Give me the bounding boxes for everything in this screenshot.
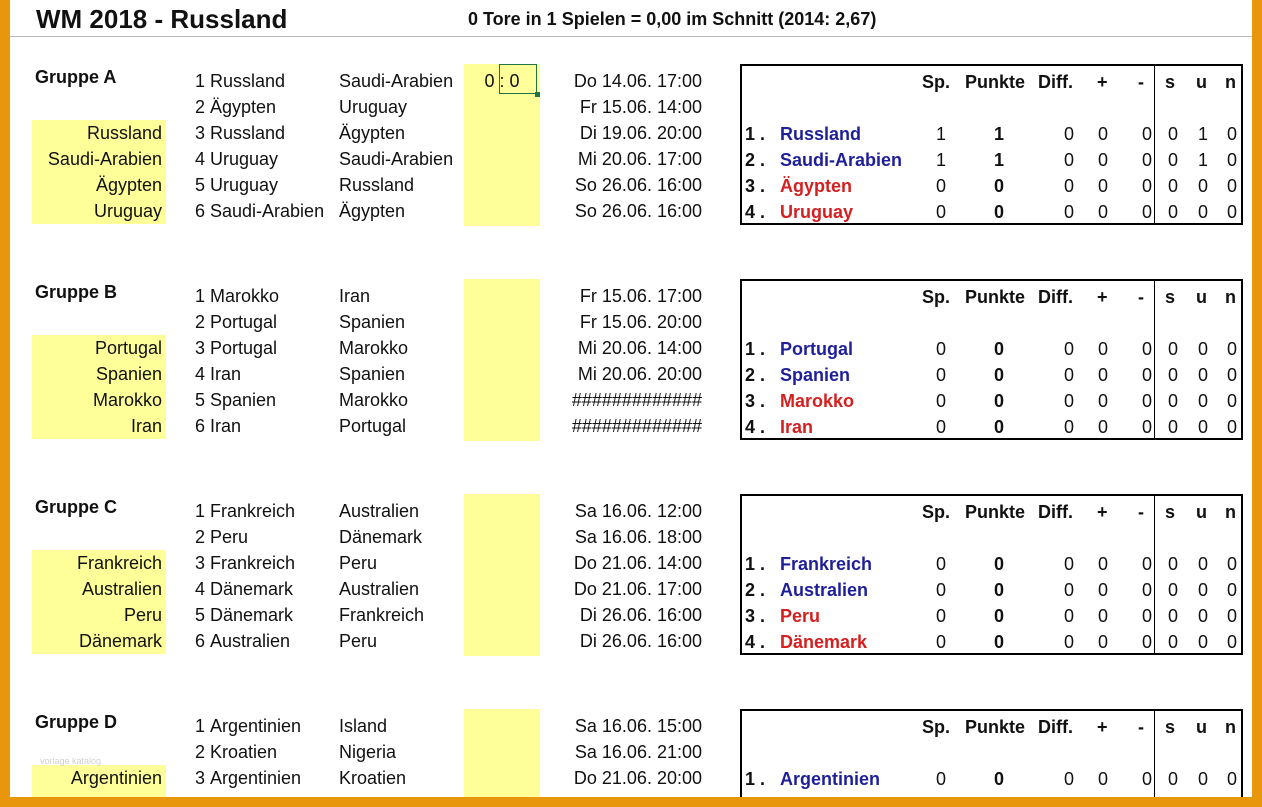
standings-table xyxy=(740,64,1243,225)
match-date[interactable]: So 26.06. 16:00 xyxy=(574,201,702,221)
u-value: 0 xyxy=(1197,365,1208,385)
punkte-value: 0 xyxy=(993,176,1004,196)
away-team[interactable]: Spanien xyxy=(339,364,406,384)
n-value: 0 xyxy=(1226,176,1237,196)
rank: 4 . xyxy=(745,632,766,652)
away-team[interactable]: Saudi-Arabien xyxy=(339,71,454,91)
sp-value: 0 xyxy=(935,606,946,626)
watermark: vorlage katalog xyxy=(40,756,102,766)
home-team[interactable]: Marokko xyxy=(210,286,280,306)
away-team[interactable]: Ägypten xyxy=(339,201,406,221)
minus-value: 0 xyxy=(1141,150,1152,170)
rank: 3 . xyxy=(745,606,766,626)
match-number: 2 xyxy=(194,742,205,762)
diff-value: 0 xyxy=(1063,124,1074,144)
home-team[interactable]: Saudi-Arabien xyxy=(210,201,325,221)
plus-value: 0 xyxy=(1097,417,1108,437)
col-sp-header: Sp. xyxy=(922,717,951,737)
col-sp-header: Sp. xyxy=(922,72,951,92)
match-number: 2 xyxy=(194,527,205,547)
minus-value: 0 xyxy=(1141,606,1152,626)
team-name: Russland xyxy=(780,124,862,144)
col-diff-header: Diff. xyxy=(1038,502,1073,522)
match-date[interactable]: Do 21.06. 14:00 xyxy=(573,553,702,573)
team-cell[interactable]: Argentinien xyxy=(70,768,162,788)
home-team[interactable]: Iran xyxy=(210,364,242,384)
col-u-header: u xyxy=(1196,717,1207,737)
col-n-header: n xyxy=(1225,72,1236,92)
match-date[interactable]: Do 21.06. 20:00 xyxy=(573,768,702,788)
match-date[interactable]: Di 19.06. 20:00 xyxy=(579,123,702,143)
goal-stats: 0 Tore in 1 Spielen = 0,00 im Schnitt (2014: 2,67) xyxy=(468,9,877,29)
team-name: Spanien xyxy=(780,365,851,385)
match-number: 5 xyxy=(194,390,205,410)
sp-value: 0 xyxy=(935,417,946,437)
score-column-bg xyxy=(464,279,540,441)
away-team[interactable]: Australien xyxy=(339,579,420,599)
match-date[interactable]: Mi 20.06. 20:00 xyxy=(577,364,702,384)
u-value: 0 xyxy=(1197,580,1208,600)
col-n-header: n xyxy=(1225,717,1236,737)
s-value: 0 xyxy=(1167,580,1178,600)
s-value: 0 xyxy=(1167,769,1178,789)
rank: 1 . xyxy=(745,339,766,359)
col-minus-header: - xyxy=(1138,717,1144,737)
away-team[interactable]: Frankreich xyxy=(339,605,425,625)
team-name: Argentinien xyxy=(780,769,881,789)
punkte-value: 0 xyxy=(993,417,1004,437)
minus-value: 0 xyxy=(1141,417,1152,437)
home-team[interactable]: Argentinien xyxy=(210,768,302,788)
s-value: 0 xyxy=(1167,176,1178,196)
match-number: 1 xyxy=(194,716,205,736)
selected-cell[interactable] xyxy=(499,64,537,94)
match-number: 6 xyxy=(194,416,205,436)
s-value: 0 xyxy=(1167,391,1178,411)
away-team[interactable]: Saudi-Arabien xyxy=(339,149,454,169)
team-cell[interactable]: Peru xyxy=(123,605,162,625)
spreadsheet xyxy=(10,0,1252,797)
diff-value: 0 xyxy=(1063,580,1074,600)
punkte-value: 0 xyxy=(993,632,1004,652)
standings-table xyxy=(740,709,1243,797)
sp-value: 1 xyxy=(935,150,946,170)
punkte-value: 0 xyxy=(993,202,1004,222)
away-team[interactable]: Island xyxy=(339,716,388,736)
home-team[interactable]: Russland xyxy=(210,123,286,143)
team-cell[interactable]: Spanien xyxy=(95,364,162,384)
away-team[interactable]: Dänemark xyxy=(339,527,423,547)
u-value: 0 xyxy=(1197,632,1208,652)
home-team[interactable]: Portugal xyxy=(210,312,278,332)
team-cell[interactable]: Dänemark xyxy=(78,631,162,651)
home-team[interactable]: Dänemark xyxy=(210,579,294,599)
team-name: Australien xyxy=(780,580,869,600)
punkte-value: 0 xyxy=(993,769,1004,789)
match-date[interactable]: Sa 16.06. 21:00 xyxy=(574,742,702,762)
s-value: 0 xyxy=(1167,417,1178,437)
home-team[interactable]: Dänemark xyxy=(210,605,294,625)
team-name: Ägypten xyxy=(780,176,852,196)
minus-value: 0 xyxy=(1141,769,1152,789)
match-date[interactable]: Sa 16.06. 12:00 xyxy=(574,501,702,521)
group-a xyxy=(10,64,1252,234)
col-punkte-header: Punkte xyxy=(965,72,1026,92)
punkte-value: 0 xyxy=(993,580,1004,600)
rank: 2 . xyxy=(745,580,766,600)
standing-row xyxy=(742,551,1241,577)
punkte-value: 0 xyxy=(993,606,1004,626)
minus-value: 0 xyxy=(1141,365,1152,385)
match-date[interactable]: So 26.06. 16:00 xyxy=(574,175,702,195)
punkte-value: 0 xyxy=(993,365,1004,385)
punkte-value: 0 xyxy=(993,339,1004,359)
away-team[interactable]: Peru xyxy=(339,553,378,573)
rank: 3 . xyxy=(745,391,766,411)
s-value: 0 xyxy=(1167,554,1178,574)
home-team[interactable]: Frankreich xyxy=(210,553,296,573)
standing-row xyxy=(742,414,1241,440)
plus-value: 0 xyxy=(1097,606,1108,626)
col-minus-header: - xyxy=(1138,72,1144,92)
col-plus-header: + xyxy=(1097,717,1108,737)
minus-value: 0 xyxy=(1141,124,1152,144)
home-team[interactable]: Uruguay xyxy=(210,149,279,169)
home-team[interactable]: Argentinien xyxy=(210,716,302,736)
rank: 1 . xyxy=(745,554,766,574)
plus-value: 0 xyxy=(1097,176,1108,196)
col-diff-header: Diff. xyxy=(1038,717,1073,737)
plus-value: 0 xyxy=(1097,150,1108,170)
standing-row xyxy=(742,121,1241,147)
away-team[interactable]: Ägypten xyxy=(339,123,406,143)
col-n-header: n xyxy=(1225,502,1236,522)
plus-value: 0 xyxy=(1097,580,1108,600)
team-cell[interactable]: Ägypten xyxy=(95,175,162,195)
group-title: Gruppe C xyxy=(35,497,118,517)
standing-row xyxy=(742,388,1241,414)
standings-table xyxy=(740,279,1243,440)
plus-value: 0 xyxy=(1097,632,1108,652)
home-team[interactable]: Spanien xyxy=(210,390,277,410)
match-date[interactable]: Do 21.06. 17:00 xyxy=(573,579,702,599)
team-cell[interactable]: Marokko xyxy=(92,390,162,410)
plus-value: 0 xyxy=(1097,124,1108,144)
plus-value: 0 xyxy=(1097,339,1108,359)
rank: 2 . xyxy=(745,150,766,170)
standing-row xyxy=(742,766,1241,792)
s-value: 0 xyxy=(1167,632,1178,652)
standing-row xyxy=(742,173,1241,199)
s-value: 0 xyxy=(1167,202,1178,222)
group-d xyxy=(10,709,1252,797)
team-cell[interactable]: Frankreich xyxy=(76,553,162,573)
col-s-header: s xyxy=(1165,717,1176,737)
diff-value: 0 xyxy=(1063,339,1074,359)
team-cell[interactable]: Uruguay xyxy=(93,201,162,221)
n-value: 0 xyxy=(1226,606,1237,626)
sp-value: 0 xyxy=(935,176,946,196)
home-team[interactable]: Kroatien xyxy=(210,742,278,762)
diff-value: 0 xyxy=(1063,417,1074,437)
match-number: 1 xyxy=(194,501,205,521)
col-s-header: s xyxy=(1165,287,1176,307)
standings-table xyxy=(740,494,1243,655)
away-team[interactable]: Marokko xyxy=(339,390,409,410)
sp-value: 0 xyxy=(935,769,946,789)
plus-value: 0 xyxy=(1097,365,1108,385)
team-cell[interactable]: Australien xyxy=(81,579,162,599)
n-value: 0 xyxy=(1226,769,1237,789)
u-value: 0 xyxy=(1197,417,1208,437)
sp-value: 0 xyxy=(935,365,946,385)
punkte-value: 0 xyxy=(993,391,1004,411)
diff-value: 0 xyxy=(1063,176,1074,196)
s-value: 0 xyxy=(1167,365,1178,385)
rank: 1 . xyxy=(745,769,766,789)
match-number: 6 xyxy=(194,631,205,651)
diff-value: 0 xyxy=(1063,150,1074,170)
s-value: 0 xyxy=(1167,150,1178,170)
home-team[interactable]: Frankreich xyxy=(210,501,296,521)
u-value: 0 xyxy=(1197,391,1208,411)
match-date[interactable]: Fr 15.06. 14:00 xyxy=(579,97,702,117)
standing-row xyxy=(742,199,1241,225)
score-input[interactable]: 0 : 0 xyxy=(484,71,520,91)
col-plus-header: + xyxy=(1097,287,1108,307)
col-u-header: u xyxy=(1196,287,1207,307)
match-number: 3 xyxy=(194,338,205,358)
match-number: 1 xyxy=(194,71,205,91)
team-name: Dänemark xyxy=(780,632,868,652)
s-value: 0 xyxy=(1167,124,1178,144)
team-name: Frankreich xyxy=(780,554,873,574)
minus-value: 0 xyxy=(1141,554,1152,574)
match-number: 4 xyxy=(194,364,205,384)
away-team[interactable]: Australien xyxy=(339,501,420,521)
away-team[interactable]: Spanien xyxy=(339,312,406,332)
n-value: 0 xyxy=(1226,150,1237,170)
away-team[interactable]: Russland xyxy=(339,175,415,195)
rank: 3 . xyxy=(745,176,766,196)
n-value: 0 xyxy=(1226,391,1237,411)
s-value: 0 xyxy=(1167,339,1178,359)
n-value: 0 xyxy=(1226,580,1237,600)
match-number: 4 xyxy=(194,149,205,169)
u-value: 0 xyxy=(1197,606,1208,626)
diff-value: 0 xyxy=(1063,554,1074,574)
match-date[interactable]: Sa 16.06. 18:00 xyxy=(574,527,702,547)
match-date[interactable]: Sa 16.06. 15:00 xyxy=(574,716,702,736)
home-team[interactable]: Australien xyxy=(210,631,291,651)
col-minus-header: - xyxy=(1138,502,1144,522)
n-value: 0 xyxy=(1226,554,1237,574)
col-punkte-header: Punkte xyxy=(965,287,1026,307)
minus-value: 0 xyxy=(1141,202,1152,222)
match-number: 4 xyxy=(194,579,205,599)
n-value: 0 xyxy=(1226,202,1237,222)
match-date[interactable]: Fr 15.06. 17:00 xyxy=(579,286,702,306)
fill-handle[interactable] xyxy=(535,92,540,97)
plus-value: 0 xyxy=(1097,391,1108,411)
away-team[interactable]: Kroatien xyxy=(339,768,407,788)
u-value: 0 xyxy=(1197,202,1208,222)
team-name: Uruguay xyxy=(780,202,854,222)
minus-value: 0 xyxy=(1141,176,1152,196)
team-name: Iran xyxy=(780,417,814,437)
team-name: Portugal xyxy=(780,339,854,359)
away-team[interactable]: Nigeria xyxy=(339,742,397,762)
plus-value: 0 xyxy=(1097,769,1108,789)
group-title: Gruppe D xyxy=(35,712,118,732)
n-value: 0 xyxy=(1226,365,1237,385)
standing-row xyxy=(742,577,1241,603)
team-cell[interactable]: Saudi-Arabien xyxy=(47,149,162,169)
home-team[interactable]: Portugal xyxy=(210,338,278,358)
standing-row xyxy=(742,336,1241,362)
col-diff-header: Diff. xyxy=(1038,287,1073,307)
punkte-value: 1 xyxy=(993,150,1004,170)
diff-value: 0 xyxy=(1063,769,1074,789)
away-team[interactable]: Portugal xyxy=(339,416,407,436)
match-date[interactable]: Di 26.06. 16:00 xyxy=(579,631,702,651)
home-team[interactable]: Peru xyxy=(210,527,249,547)
col-plus-header: + xyxy=(1097,72,1108,92)
match-date[interactable]: ############# xyxy=(571,390,702,410)
u-value: 1 xyxy=(1197,124,1208,144)
sp-value: 0 xyxy=(935,391,946,411)
match-number: 1 xyxy=(194,286,205,306)
score-column-bg xyxy=(464,494,540,656)
col-s-header: s xyxy=(1165,502,1176,522)
sp-value: 0 xyxy=(935,339,946,359)
u-value: 0 xyxy=(1197,769,1208,789)
match-number: 2 xyxy=(194,312,205,332)
team-name: Marokko xyxy=(780,391,855,411)
sp-value: 0 xyxy=(935,580,946,600)
rank: 4 . xyxy=(745,417,766,437)
match-date[interactable]: Mi 20.06. 17:00 xyxy=(577,149,702,169)
away-team[interactable]: Iran xyxy=(339,286,371,306)
match-number: 5 xyxy=(194,175,205,195)
col-u-header: u xyxy=(1196,502,1207,522)
match-number: 2 xyxy=(194,97,205,117)
rank: 4 . xyxy=(745,202,766,222)
match-date[interactable]: Di 26.06. 16:00 xyxy=(579,605,702,625)
score-column-bg xyxy=(464,709,540,797)
sp-value: 0 xyxy=(935,632,946,652)
col-sp-header: Sp. xyxy=(922,502,951,522)
diff-value: 0 xyxy=(1063,632,1074,652)
sp-value: 0 xyxy=(935,202,946,222)
minus-value: 0 xyxy=(1141,580,1152,600)
col-punkte-header: Punkte xyxy=(965,717,1026,737)
match-date[interactable]: ############# xyxy=(571,416,702,436)
standing-row xyxy=(742,362,1241,388)
team-cell[interactable]: Iran xyxy=(130,416,162,436)
diff-value: 0 xyxy=(1063,606,1074,626)
col-s-header: s xyxy=(1165,72,1176,92)
match-number: 3 xyxy=(194,768,205,788)
match-number: 5 xyxy=(194,605,205,625)
match-number: 6 xyxy=(194,201,205,221)
u-value: 1 xyxy=(1197,150,1208,170)
col-diff-header: Diff. xyxy=(1038,72,1073,92)
col-punkte-header: Punkte xyxy=(965,502,1026,522)
group-title: Gruppe B xyxy=(35,282,118,302)
group-title: Gruppe A xyxy=(35,67,117,87)
u-value: 0 xyxy=(1197,339,1208,359)
col-minus-header: - xyxy=(1138,287,1144,307)
header-divider xyxy=(10,36,1252,37)
team-cell[interactable]: Portugal xyxy=(94,338,162,358)
away-team[interactable]: Marokko xyxy=(339,338,409,358)
standing-row xyxy=(742,147,1241,173)
away-team[interactable]: Uruguay xyxy=(339,97,408,117)
u-value: 0 xyxy=(1197,176,1208,196)
col-u-header: u xyxy=(1196,72,1207,92)
col-plus-header: + xyxy=(1097,502,1108,522)
team-cell[interactable]: Russland xyxy=(86,123,162,143)
minus-value: 0 xyxy=(1141,339,1152,359)
plus-value: 0 xyxy=(1097,202,1108,222)
page-title: WM 2018 - Russland xyxy=(36,4,288,34)
n-value: 0 xyxy=(1226,124,1237,144)
diff-value: 0 xyxy=(1063,391,1074,411)
s-value: 0 xyxy=(1167,606,1178,626)
u-value: 0 xyxy=(1197,554,1208,574)
home-team[interactable]: Uruguay xyxy=(210,175,279,195)
rank: 1 . xyxy=(745,124,766,144)
team-name: Peru xyxy=(780,606,821,626)
punkte-value: 0 xyxy=(993,554,1004,574)
away-team[interactable]: Peru xyxy=(339,631,378,651)
plus-value: 0 xyxy=(1097,554,1108,574)
diff-value: 0 xyxy=(1063,365,1074,385)
minus-value: 0 xyxy=(1141,391,1152,411)
diff-value: 0 xyxy=(1063,202,1074,222)
minus-value: 0 xyxy=(1141,632,1152,652)
sp-value: 1 xyxy=(935,124,946,144)
n-value: 0 xyxy=(1226,632,1237,652)
match-date[interactable]: Do 14.06. 17:00 xyxy=(573,71,702,91)
col-n-header: n xyxy=(1225,287,1236,307)
team-name: Saudi-Arabien xyxy=(780,150,903,170)
home-team[interactable]: Ägypten xyxy=(210,97,277,117)
col-sp-header: Sp. xyxy=(922,287,951,307)
n-value: 0 xyxy=(1226,339,1237,359)
n-value: 0 xyxy=(1226,417,1237,437)
punkte-value: 1 xyxy=(993,124,1004,144)
match-date[interactable]: Mi 20.06. 14:00 xyxy=(577,338,702,358)
standing-row xyxy=(742,603,1241,629)
standing-row xyxy=(742,629,1241,655)
match-number: 3 xyxy=(194,123,205,143)
match-number: 3 xyxy=(194,553,205,573)
group-b xyxy=(10,279,1252,449)
home-team[interactable]: Russland xyxy=(210,71,286,91)
sp-value: 0 xyxy=(935,554,946,574)
rank: 2 . xyxy=(745,365,766,385)
match-date[interactable]: Fr 15.06. 20:00 xyxy=(579,312,702,332)
group-c xyxy=(10,494,1252,664)
home-team[interactable]: Iran xyxy=(210,416,242,436)
